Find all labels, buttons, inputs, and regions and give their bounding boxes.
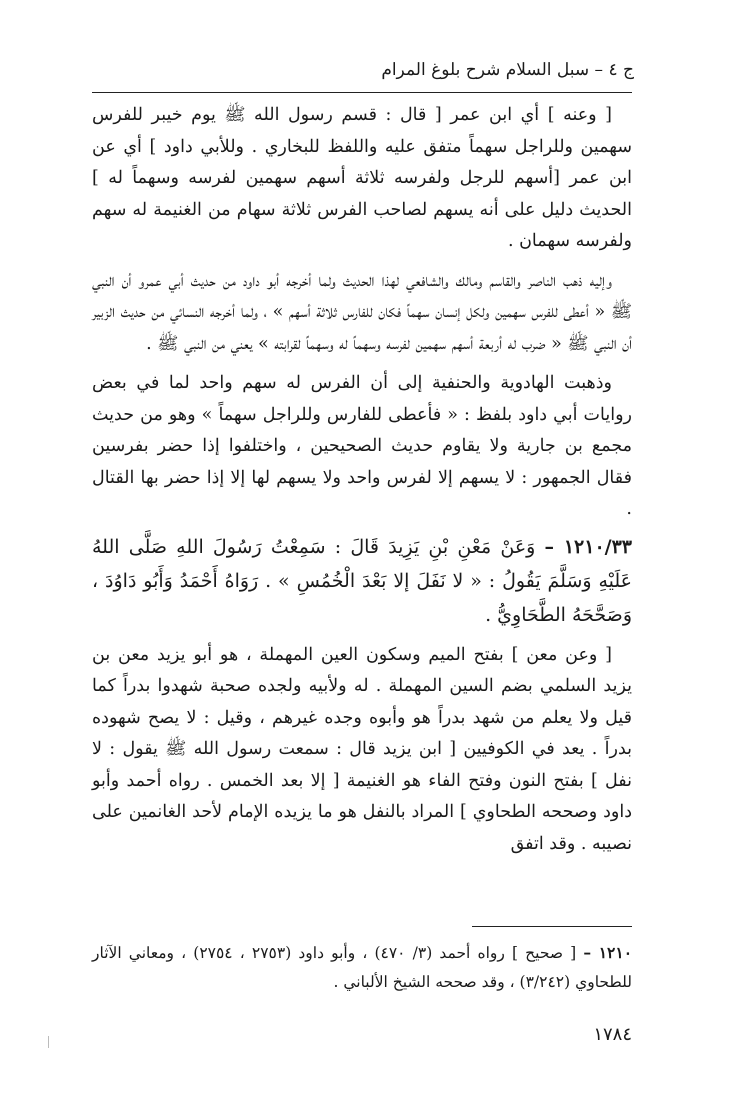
header-title: ج ٤ – سبل السلام شرح بلوغ المرام — [381, 60, 634, 80]
footnote-number: ١٢١٠ – — [583, 943, 633, 962]
main-text — [92, 100, 632, 860]
paragraph-3: وذهبت الهادوية والحنفية إلى أن الفرس له سهم واحد لما في بعض روايات أبي داود بلفظ : « فأعطى للفارس وللراجل سهماً » وهو من حديث مجمع بن جارية ولا يقاوم حديث الصحيحين ، واختلفوا إذا حضر بفرسين فقال الجمهور : لا يسهم إلا لفرس واحد ولا يسهم لها إلا إذا حضر بها القتال . — [92, 373, 632, 519]
running-header — [92, 58, 632, 93]
paragraph-2: وإليه ذهب الناصر والقاسم ومالك والشافعي لهذا الحديث ولما أخرجه أبو داود من حديث أبي عمرو أن النبي ﷺ « أعطى للفرس سهمين ولكل إنسان سهماً فكان للفارس ثلاثة أسهم » ، ولما أخرجه النسائي من حديث الزبير أن النبي ﷺ « ضرب له أربعة أسهم سهمين لفرسه وسهماً له وسهماً لقرابته » يعني من النبي ﷺ . — [92, 270, 632, 354]
hadith-number: ١٢١٠/٣٣ – — [544, 535, 632, 558]
hadith-text — [92, 530, 632, 632]
footnote-text: [ صحيح ] رواه أحمد (٣/ ٤٧٠) ، وأبو داود (٢٧٥٣ ، ٢٧٥٤) ، ومعاني الآثار للطحاوي (٣/٢٤٢) ، وقد صححه الشيخ الألباني . — [92, 944, 632, 991]
hadith-body: وَعَنْ مَعْنِ بْنِ يَزِيدَ قَالَ : سَمِعْتُ رَسُولَ اللهِ صَلَّى اللهُ عَلَيْهِ وَسَلَّمَ يَقُولُ : « لا نَفَلَ إلا بَعْدَ الْخُمُسِ » . رَوَاهُ أَحْمَدُ وَأَبُو دَاوُدَ ، وَصَحَّحَهُ الطَّحَاوِيُّ . — [92, 535, 632, 626]
footnote — [92, 938, 632, 997]
scan-mark — [48, 1036, 49, 1048]
footnote-divider — [472, 926, 632, 927]
page-number: ١٧٨٤ — [593, 1024, 632, 1045]
commentary-paragraph: [ وعن معن ] بفتح الميم وسكون العين المهملة ، هو أبو يزيد معن بن يزيد السلمي بضم السين المهملة . له ولأبيه ولجده صحبة شهدوا بدراً كما قيل ولا يعلم من شهد بدراً هو وأبوه وجده غيرهم ، وقيل : لا يصح شهوده بدراً . يعد في الكوفيين [ ابن يزيد قال : سمعت رسول الله ﷺ يقول : لا نفل ] بفتح النون وفتح الفاء هو الغنيمة [ إلا بعد الخمس . رواه أحمد وأبو داود وصححه الطحاوي ] المراد بالنفل هو ما يزيده الإمام لأحد الغانمين على نصيبه . وقد اتفق — [92, 644, 632, 854]
paragraph-1: [ وعنه ] أي ابن عمر [ قال : قسم رسول الله ﷺ يوم خيبر للفرس سهمين وللراجل سهماً متفق عليه واللفظ للبخاري . وللأبي داود ] أي عن ابن عمر [أسهم للرجل ولفرسه ثلاثة أسهم سهمين لفرسه وسهماً له ] الحديث دليل على أنه يسهم لصاحب الفرس ثلاثة سهام من الغنيمة له سهم ولفرسه سهمان . — [92, 105, 632, 251]
